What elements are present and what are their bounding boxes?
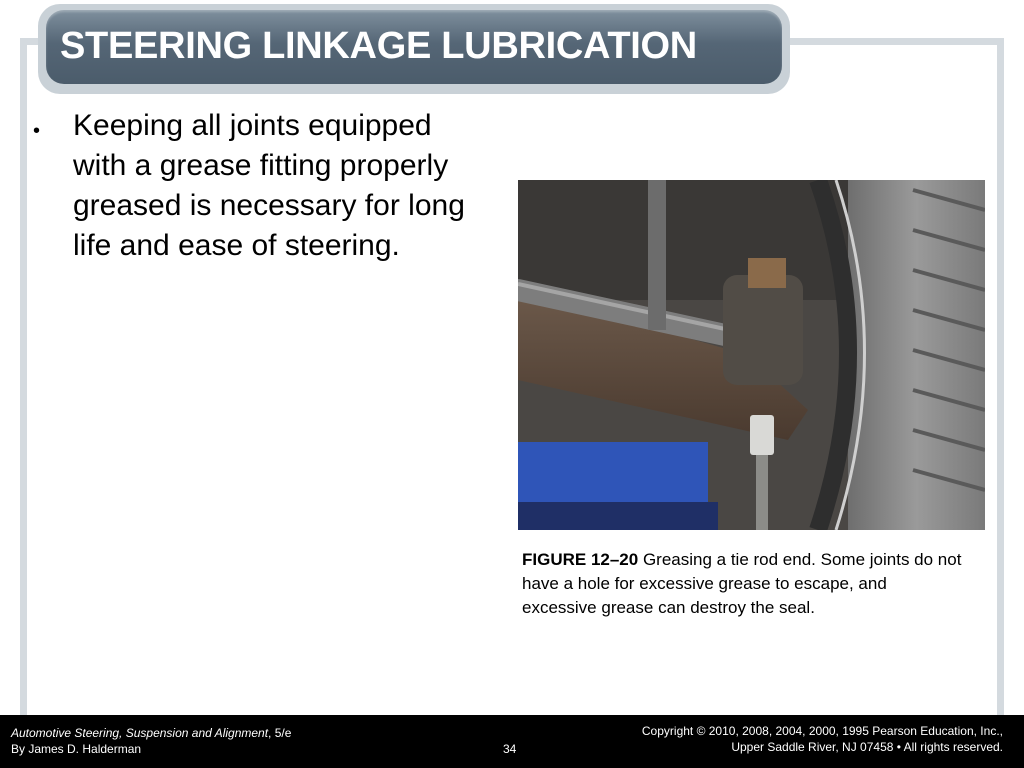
page-number: 34 — [503, 742, 517, 756]
copyright-line-2: Upper Saddle River, NJ 07458 • All rights reserved. — [731, 740, 1003, 754]
footer-copyright — [642, 723, 1003, 755]
figure-caption — [522, 548, 962, 620]
slide-frame-left — [20, 38, 27, 718]
footer-author: By James D. Halderman — [11, 742, 142, 756]
bullet-marker: • — [33, 120, 41, 142]
footer-book-title: Automotive Steering, Suspension and Alignment — [11, 726, 269, 740]
bullet-text: Keeping all joints equipped with a grease fitting properly greased is necessary for long life and ease of steering. — [73, 109, 465, 262]
slide-title: STEERING LINKAGE LUBRICATION — [60, 25, 697, 67]
footer-book-info — [11, 725, 291, 757]
figure-photo — [518, 180, 985, 530]
figure-caption-text: Greasing a tie rod end. Some joints do not have a hole for excessive grease to escape, and excessive grease can destroy the seal. — [522, 550, 962, 617]
slide-frame-right — [997, 38, 1004, 718]
footer-edition: , 5/e — [268, 726, 292, 740]
copyright-line-1: Copyright © 2010, 2008, 2004, 2000, 1995 Pearson Education, Inc., — [641, 724, 1003, 738]
tie-rod-photo-illustration — [518, 180, 985, 530]
footer-bar — [0, 715, 1024, 768]
figure-label: FIGURE 12–20 — [522, 550, 639, 569]
